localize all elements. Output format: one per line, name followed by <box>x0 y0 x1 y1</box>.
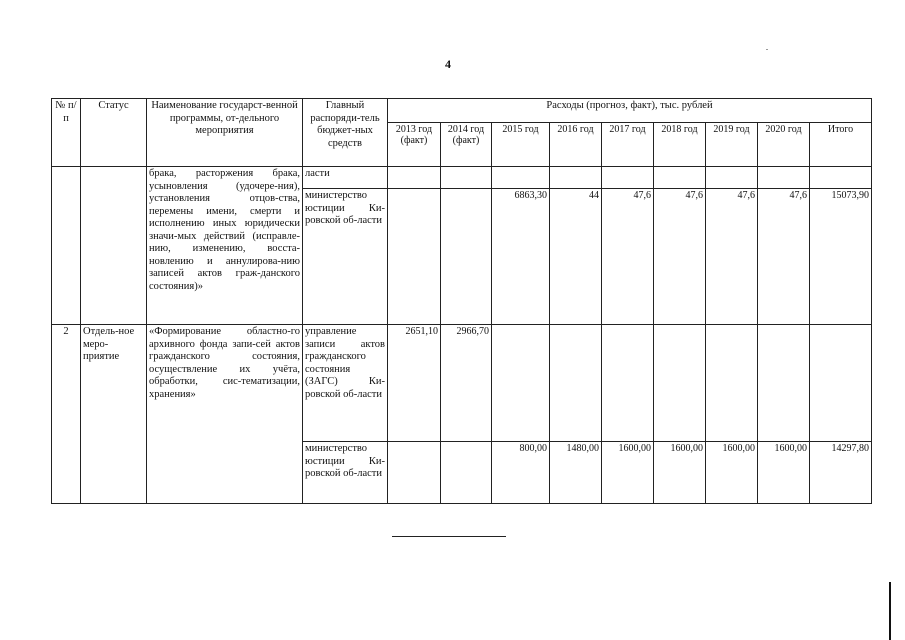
value-cell: 1600,00 <box>706 442 758 504</box>
total-cell: 14297,80 <box>810 442 872 504</box>
header-manager: Главный распоряди-тель бюджет-ных средств <box>303 99 388 167</box>
value-cell <box>492 325 550 442</box>
value-cell: 800,00 <box>492 442 550 504</box>
value-cell <box>388 167 441 189</box>
header-year: 2017 год <box>602 123 654 167</box>
value-cell: 47,6 <box>602 189 654 325</box>
value-cell <box>706 167 758 189</box>
value-cell <box>388 442 441 504</box>
value-cell: 47,6 <box>654 189 706 325</box>
row-name: брака, расторжения брака, усыновления (удочере-ния), установления отцов-ства, перемены имени, смерти и исполнению иных юридически значи-мых действий (исправле-нию, изменению, восста-новлению и аннулирова-нию записей актов граж-данского состояния)» <box>147 167 303 325</box>
value-cell <box>706 325 758 442</box>
table-row <box>52 325 872 442</box>
footer-divider <box>392 536 506 537</box>
header-row <box>52 99 872 123</box>
row-num <box>52 167 81 325</box>
row-manager: министерство юстиции Ки-ровской об-ласти <box>303 442 388 504</box>
value-cell <box>441 189 492 325</box>
value-cell <box>441 442 492 504</box>
table-row <box>52 167 872 189</box>
row-manager: ласти <box>303 167 388 189</box>
row-manager: управление записи актов гражданского состояния (ЗАГС) Ки-ровской об-ласти <box>303 325 388 442</box>
total-cell: 15073,90 <box>810 189 872 325</box>
scan-edge-line <box>889 582 891 640</box>
total-cell <box>810 167 872 189</box>
value-cell <box>654 167 706 189</box>
value-cell: 44 <box>550 189 602 325</box>
row-status: Отдель-ное меро-приятие <box>81 325 147 504</box>
header-year: 2015 год <box>492 123 550 167</box>
header-status: Статус <box>81 99 147 167</box>
header-year: 2018 год <box>654 123 706 167</box>
page-number: 4 <box>445 57 451 71</box>
header-name: Наименование государст-венной программы, от-дельного мероприятия <box>147 99 303 167</box>
value-cell <box>388 189 441 325</box>
value-cell <box>602 325 654 442</box>
value-cell <box>758 325 810 442</box>
header-year: 2016 год <box>550 123 602 167</box>
row-name: «Формирование областно-го архивного фонда запи-сей актов гражданского состояния, осуществление их учёта, обработки, сис-тематизации, хранения» <box>147 325 303 504</box>
value-cell: 2966,70 <box>441 325 492 442</box>
row-manager: министерство юстиции Ки-ровской об-ласти <box>303 189 388 325</box>
row-num: 2 <box>52 325 81 504</box>
value-cell: 1600,00 <box>654 442 706 504</box>
value-cell <box>550 167 602 189</box>
value-cell <box>550 325 602 442</box>
value-cell: 1600,00 <box>602 442 654 504</box>
value-cell: 6863,30 <box>492 189 550 325</box>
value-cell <box>654 325 706 442</box>
value-cell: 1480,00 <box>550 442 602 504</box>
value-cell: 1600,00 <box>758 442 810 504</box>
value-cell: 47,6 <box>706 189 758 325</box>
value-cell <box>441 167 492 189</box>
total-cell <box>810 325 872 442</box>
header-num: № п/п <box>52 99 81 167</box>
header-total: Итого <box>810 123 872 167</box>
header-year: 2013 год (факт) <box>388 123 441 167</box>
scan-speck <box>766 49 768 50</box>
header-expenses: Расходы (прогноз, факт), тыс. рублей <box>388 99 872 123</box>
header-year: 2019 год <box>706 123 758 167</box>
value-cell <box>758 167 810 189</box>
header-year: 2020 год <box>758 123 810 167</box>
row-status <box>81 167 147 325</box>
value-cell <box>602 167 654 189</box>
value-cell: 47,6 <box>758 189 810 325</box>
budget-table <box>51 98 872 504</box>
value-cell <box>492 167 550 189</box>
header-year: 2014 год (факт) <box>441 123 492 167</box>
value-cell: 2651,10 <box>388 325 441 442</box>
